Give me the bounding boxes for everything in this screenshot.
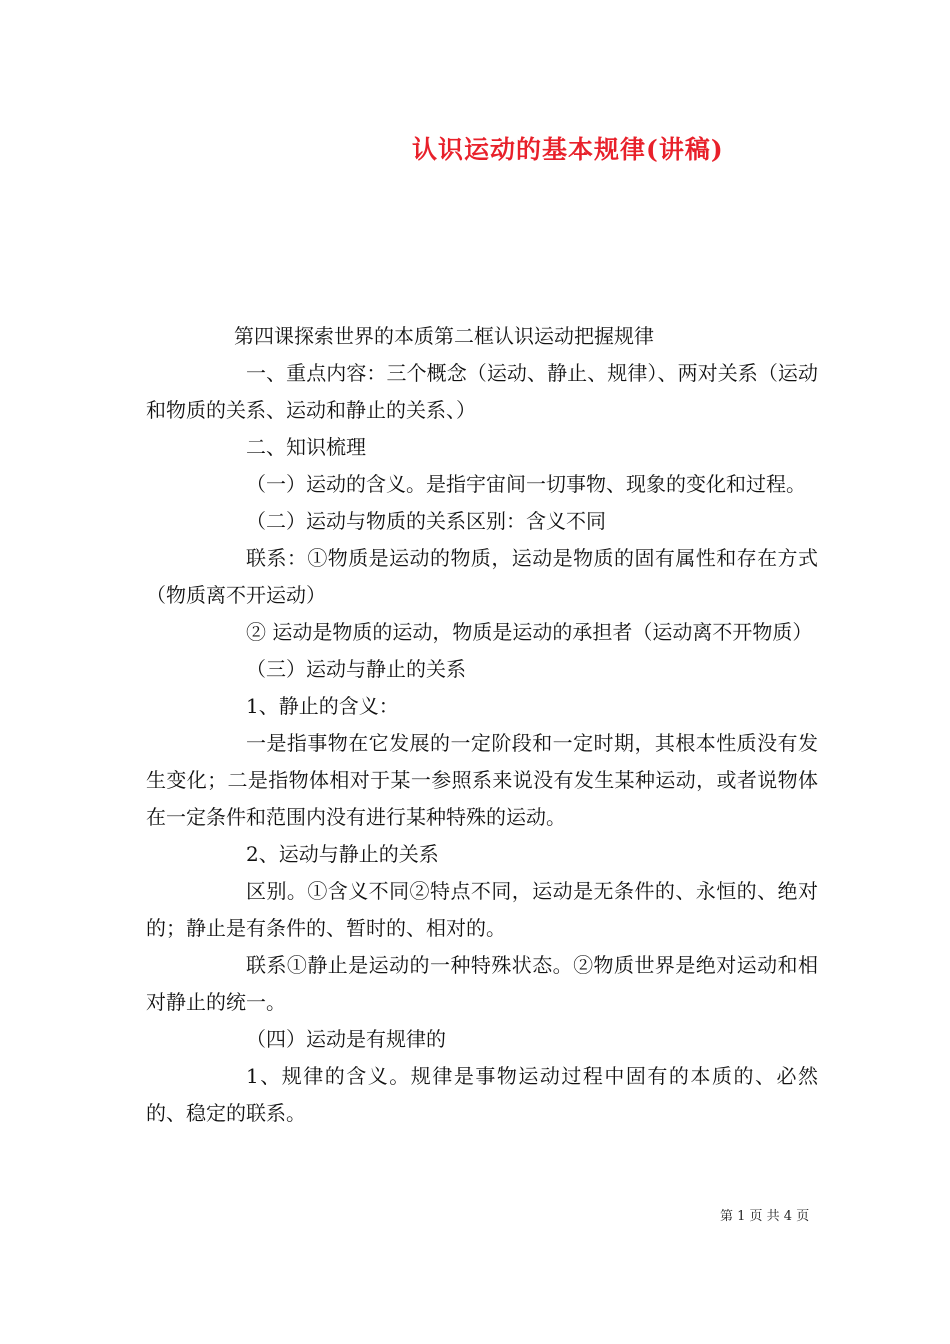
paragraph-motion-rest-connection: 联系①静止是运动的一种特殊状态。②物质世界是绝对运动和相对静止的统一。 bbox=[146, 953, 818, 1014]
paragraph-motion-rest-relation-heading: 2、运动与静止的关系 bbox=[246, 842, 439, 866]
paragraph-motion-law-heading: （四）运动是有规律的 bbox=[246, 1027, 446, 1051]
paragraph-lesson-heading: 第四课探索世界的本质第二框认识运动把握规律 bbox=[234, 324, 654, 348]
page-number-footer: 第 1 页 共 4 页 bbox=[720, 1209, 810, 1224]
paragraph-motion-matter-difference: （二）运动与物质的关系区别：含义不同 bbox=[246, 509, 606, 533]
paragraph-knowledge-outline: 二、知识梳理 bbox=[246, 435, 366, 459]
paragraph-motion-matter-connection-1: 联系：①物质是运动的物质，运动是物质的固有属性和存在方式（物质离不开运动） bbox=[146, 546, 818, 607]
paragraph-motion-rest-heading: （三）运动与静止的关系 bbox=[246, 657, 466, 681]
document-title: 认识运动的基本规律(讲稿) bbox=[412, 135, 724, 164]
paragraph-motion-matter-connection-2: ② 运动是物质的运动，物质是运动的承担者（运动离不开物质） bbox=[246, 620, 813, 644]
paragraph-motion-rest-difference: 区别。①含义不同②特点不同，运动是无条件的、永恒的、绝对的；静止是有条件的、暂时的、相对的。 bbox=[146, 879, 818, 940]
paragraph-rest-meaning-heading: 1、静止的含义： bbox=[246, 694, 399, 718]
paragraph-motion-meaning: （一）运动的含义。是指宇宙间一切事物、现象的变化和过程。 bbox=[246, 472, 806, 496]
paragraph-law-meaning: 1、规律的含义。规律是事物运动过程中固有的本质的、必然的、稳定的联系。 bbox=[146, 1064, 818, 1125]
document-body bbox=[146, 318, 818, 1132]
paragraph-key-content: 一、重点内容：三个概念（运动、静止、规律）、两对关系（运动和物质的关系、运动和静止的关系、） bbox=[146, 361, 818, 422]
paragraph-rest-meaning: 一是指事物在它发展的一定阶段和一定时期，其根本性质没有发生变化；二是指物体相对于某一参照系来说没有发生某种运动，或者说物体在一定条件和范围内没有进行某种特殊的运动。 bbox=[146, 731, 818, 829]
